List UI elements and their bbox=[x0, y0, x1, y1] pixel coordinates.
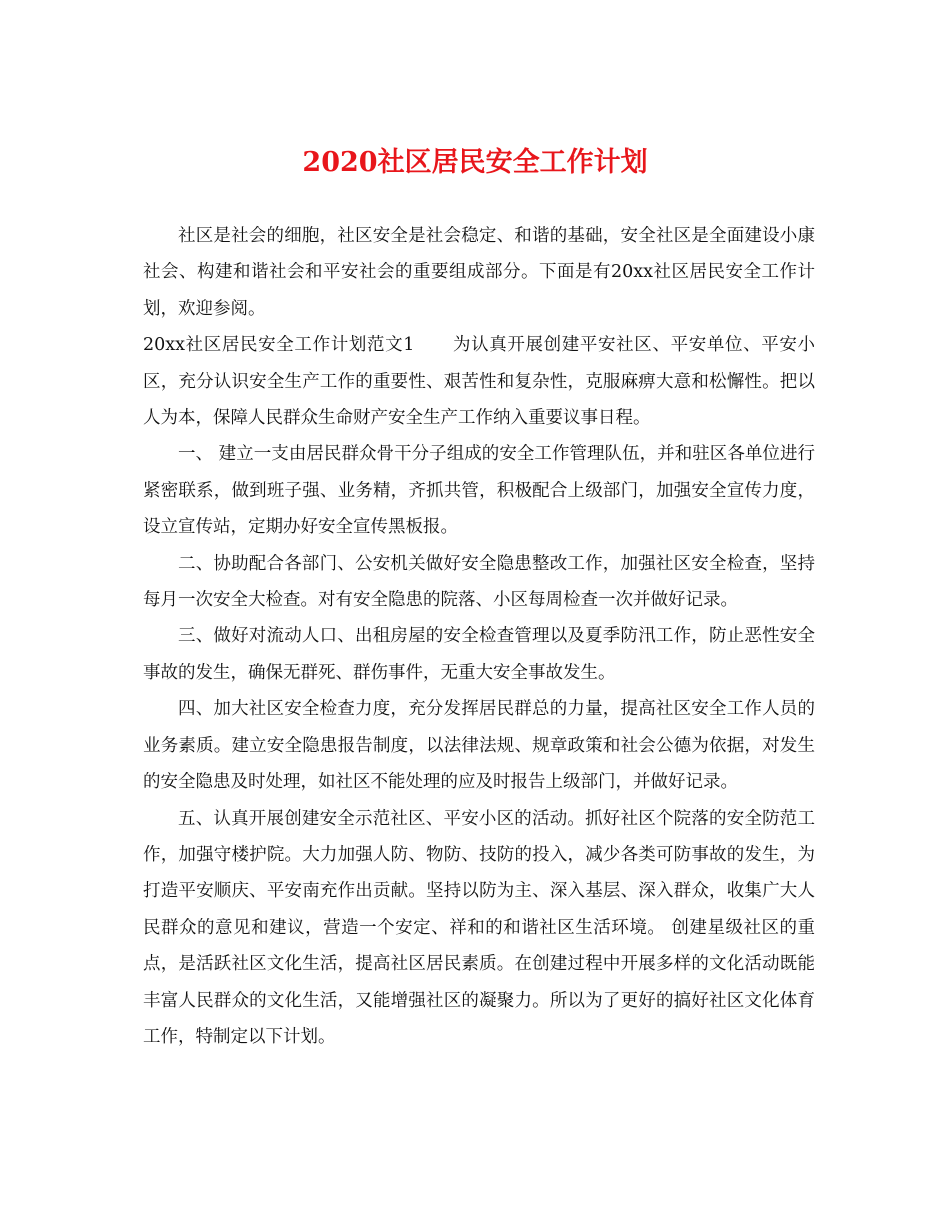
plan-item-4: 四、加大社区安全检查力度，充分发挥居民群总的力量，提高社区安全工作人员的业务素质。建立安全隐患报告制度，以法律法规、规章政策和社会公德为依据，对发生的安全隐患及时处理，如社区不能处理的应及时报告上级部门，并做好记录。 bbox=[143, 699, 815, 793]
document-body bbox=[143, 218, 815, 1055]
intro-paragraph: 社区是社会的细胞，社区安全是社会稳定、和谐的基础，安全社区是全面建设小康社会、构建和谐社会和平安社会的重要组成部分。下面是有20xx社区居民安全工作计划，欢迎参阅。 bbox=[143, 226, 815, 319]
plan-item-1: 一、 建立一支由居民群众骨干分子组成的安全工作管理队伍，并和驻区各单位进行紧密联系，做到班子强、业务精，齐抓共管，积极配合上级部门，加强安全宣传力度，设立宣传站，定期办好安全宣传黑板报。 bbox=[143, 444, 815, 538]
sample-paragraph bbox=[143, 327, 815, 436]
sample-heading: 20xx社区居民安全工作计划范文1 bbox=[143, 335, 415, 356]
plan-item-2: 二、协助配合各部门、公安机关做好安全隐患整改工作，加强社区安全检查，坚持每月一次安全大检查。对有安全隐患的院落、小区每周检查一次并做好记录。 bbox=[143, 553, 815, 611]
plan-item-3: 三、做好对流动人口、出租房屋的安全检查管理以及夏季防汛工作，防止恶性安全事故的发生，确保无群死、群伤事件，无重大安全事故发生。 bbox=[143, 626, 815, 683]
document-title: 2020社区居民安全工作计划 bbox=[302, 147, 648, 178]
sample-text: 为认真开展创建平安社区、平安单位、平安小区，充分认识安全生产工作的重要性、艰苦性和复杂性，克服麻痹大意和松懈性。把以人为本，保障人民群众生命财产安全生产工作纳入重要议事日程。 bbox=[143, 335, 815, 429]
plan-item-5: 五、认真开展创建安全示范社区、平安小区的活动。抓好社区个院落的安全防范工作，加强守楼护院。大力加强人防、物防、技防的投入，减少各类可防事故的发生，为打造平安顺庆、平安南充作出贡献。坚持以防为主、深入基层、深入群众，收集广大人民群众的意见和建议，营造一个安定、祥和的和谐社区生活环境。 创建星级社区的重点，是活跃社区文化生活，提高社区居民素质。在创建过程中开展多样的文化活动既能丰富人民群众的文化生活，又能增强社区的凝聚力。所以为了更好的搞好社区文化体育工作，特制定以下计划。 bbox=[143, 808, 815, 1047]
